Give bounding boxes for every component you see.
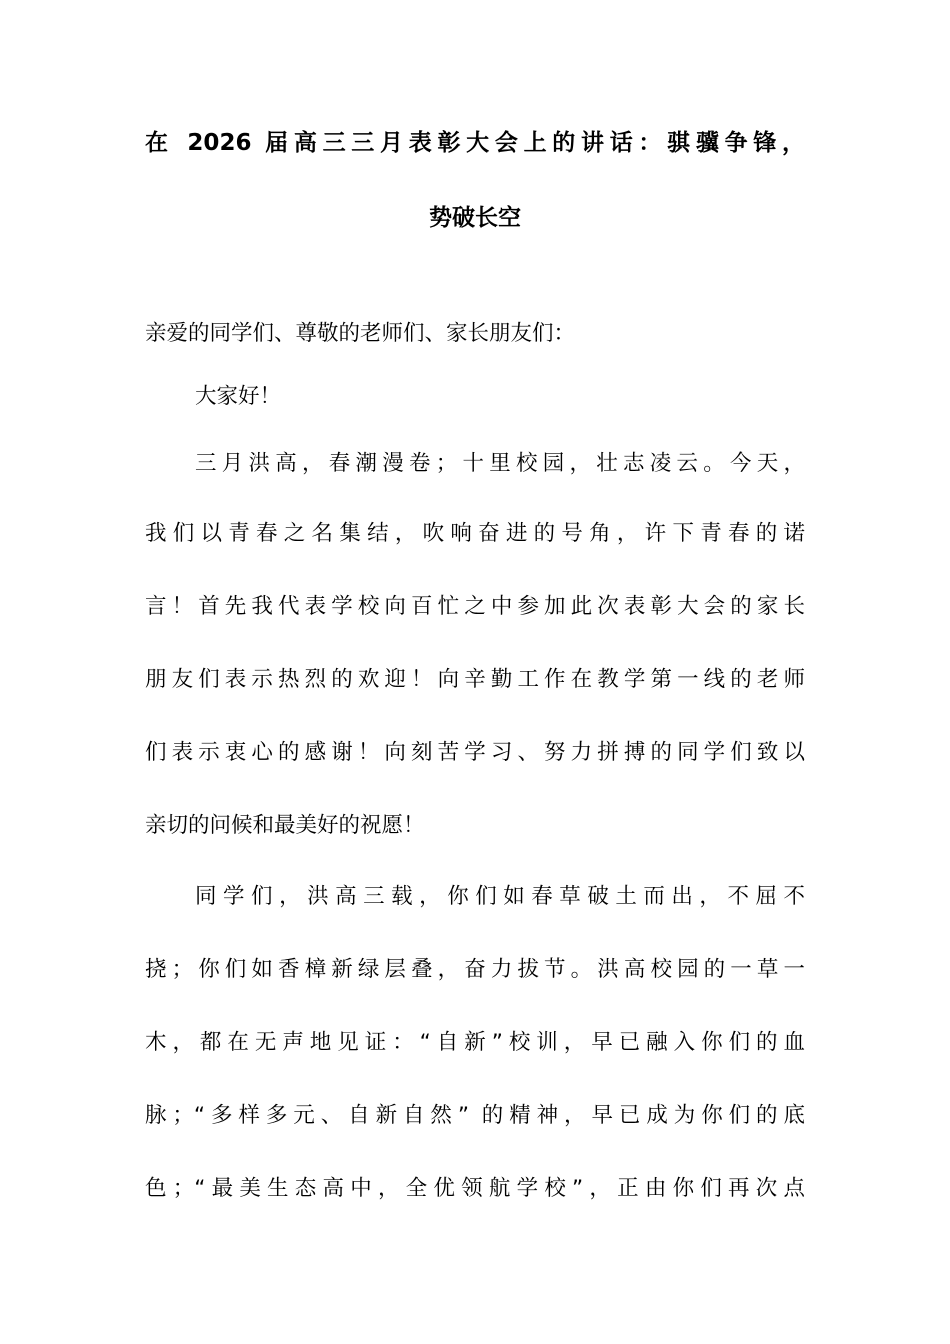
paragraph-2-line-1: 同学们，洪高三载，你们如春草破土而出，不屈不 xyxy=(195,884,805,909)
paragraph-1-line-2: 我们以青春之名集结，吹响奋进的号角，许下青春的诺 xyxy=(145,521,805,546)
paragraph-1-line-3: 言！首先我代表学校向百忙之中参加此次表彰大会的家长 xyxy=(145,594,805,619)
document-title-line-1: 在 2026 届高三三月表彰大会上的讲话：骐骥争锋， xyxy=(145,130,805,156)
salutation: 亲爱的同学们、尊敬的老师们、家长朋友们： xyxy=(145,321,576,346)
greeting: 大家好！ xyxy=(195,384,282,409)
paragraph-1-line-4: 朋友们表示热烈的欢迎！向辛勤工作在教学第一线的老师 xyxy=(145,667,805,692)
paragraph-2-line-2: 挠；你们如香樟新绿层叠，奋力拔节。洪高校园的一草一 xyxy=(145,957,805,982)
paragraph-2-line-4: 脉；“多样多元、自新自然” 的精神，早已成为你们的底 xyxy=(145,1103,805,1128)
document-title-line-2: 势破长空 xyxy=(429,205,521,231)
paragraph-1-line-6: 亲切的问候和最美好的祝愿！ xyxy=(145,813,425,838)
paragraph-2-line-5: 色；“最美生态高中，全优领航学校”，正由你们再次点 xyxy=(145,1176,805,1201)
paragraph-1-line-5: 们表示衷心的感谢！向刻苦学习、努力拼搏的同学们致以 xyxy=(145,740,805,765)
paragraph-1-line-1: 三月洪高，春潮漫卷；十里校园，壮志凌云。今天， xyxy=(195,451,805,476)
paragraph-2-line-3: 木，都在无声地见证：“自新”校训，早已融入你们的血 xyxy=(145,1030,805,1055)
